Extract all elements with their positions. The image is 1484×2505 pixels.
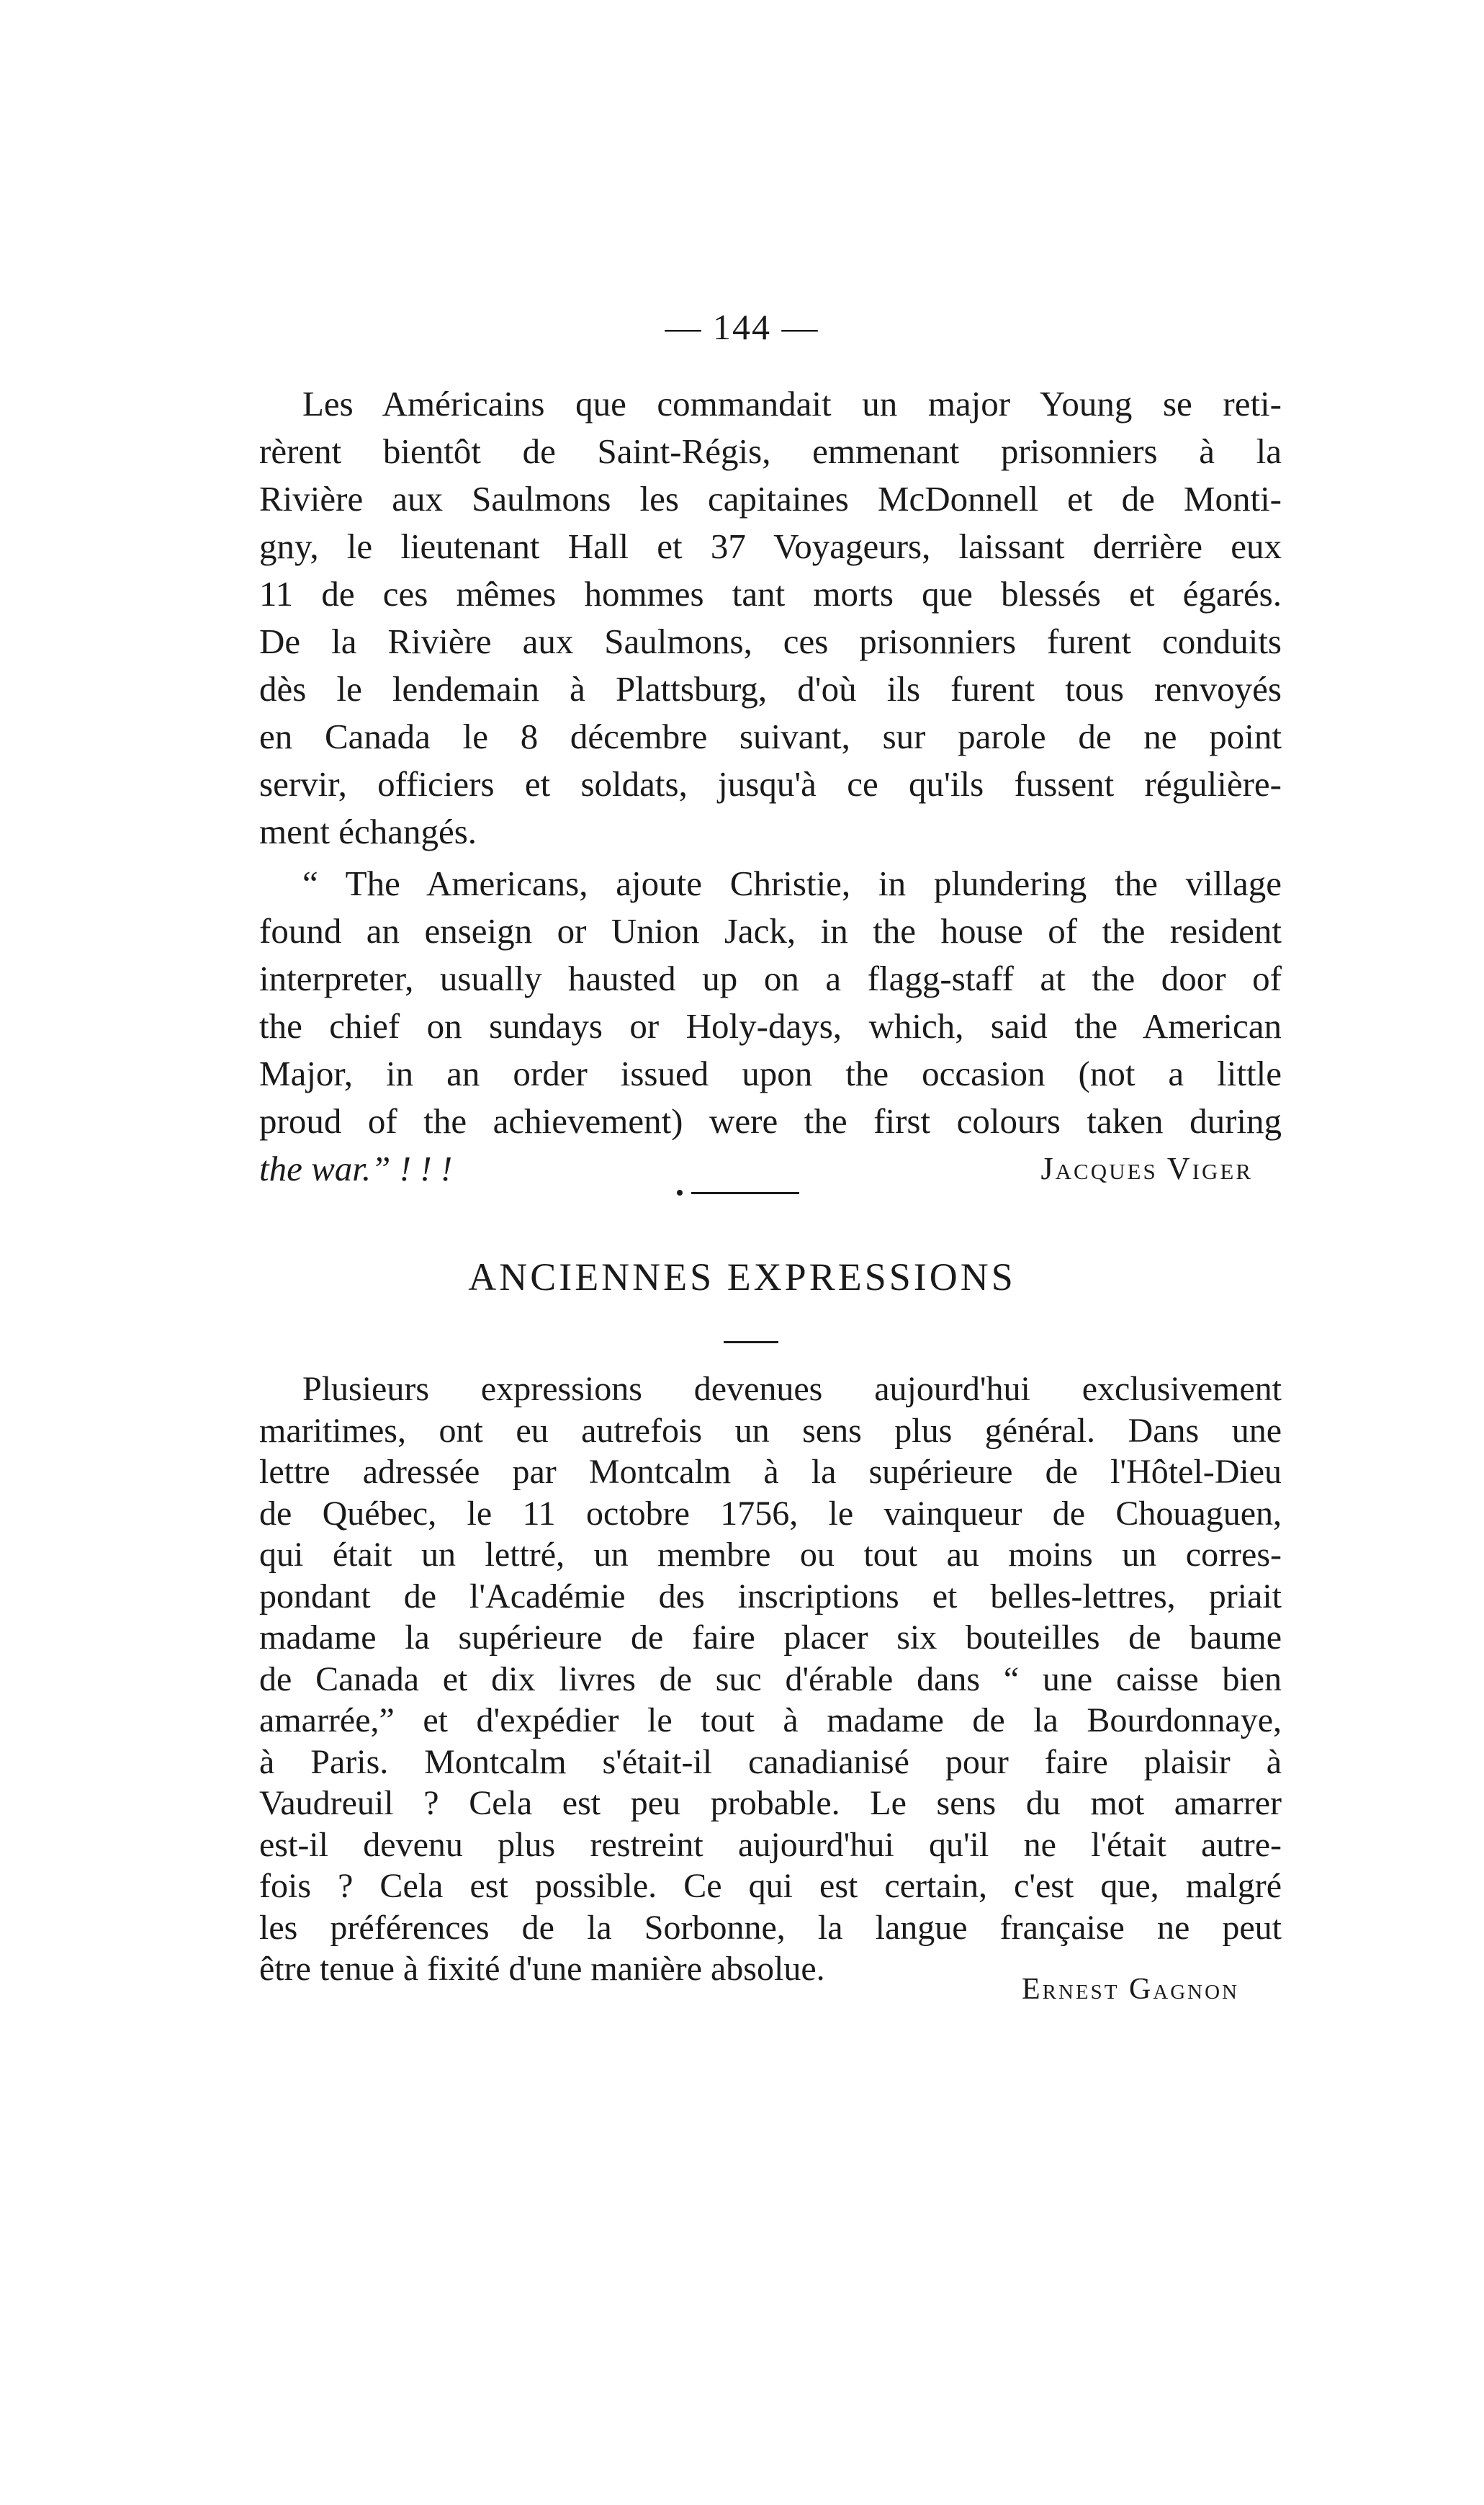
text-line: fois ? Cela est possible. Ce qui est certain, c'est que, malgré (259, 1867, 1282, 1905)
quote-tail: the war.” ! ! ! (259, 1149, 453, 1188)
signature-jacques-viger: Jacques Viger (1040, 1151, 1253, 1186)
text-line: amarrée,” et d'expédier le tout à madame de la Bourdonnaye, (259, 1701, 1282, 1739)
quote-line: “ The Americans, ajoute Christie, in plundering the village (302, 864, 1282, 903)
section-divider (691, 1192, 799, 1194)
article1-paragraph (259, 380, 1282, 856)
text-line: maritimes, ont eu autrefois un sens plus général. Dans une (259, 1411, 1282, 1450)
text-line: les préférences de la Sorbonne, la langue française ne peut (259, 1908, 1282, 1947)
text-line: 11 de ces mêmes hommes tant morts que blessés et égarés. (259, 574, 1282, 614)
text-line: Plusieurs expressions devenues aujourd'hui exclusivement (302, 1370, 1282, 1408)
text-line: Vaudreuil ? Cela est peu probable. Le sens du mot amarrer (259, 1784, 1282, 1822)
text-line: en Canada le 8 décembre suivant, sur parole de ne point (259, 717, 1282, 756)
text-line: être tenue à fixité d'une manière absolue. (259, 1950, 825, 1988)
text-line: gny, le lieutenant Hall et 37 Voyageurs, laissant derrière eux (259, 526, 1282, 566)
signature-ernest-gagnon: Ernest Gagnon (1021, 1973, 1239, 2006)
section-title: ANCIENNES EXPRESSIONS (468, 1255, 1016, 1299)
text-line: de Québec, le 11 octobre 1756, le vainqueur de Chouaguen, (259, 1494, 1282, 1533)
text-line: Rivière aux Saulmons les capitaines McDonnell et de Monti- (259, 479, 1282, 519)
quote-line: interpreter, usually hausted up on a flagg-staff at the door of (259, 959, 1282, 998)
text-line: servir, officiers et soldats, jusqu'à ce qu'ils fussent régulière- (259, 764, 1282, 804)
text-line: pondant de l'Académie des inscriptions et belles-lettres, priait (259, 1577, 1282, 1616)
text-line: est-il devenu plus restreint aujourd'hui qu'il ne l'était autre- (259, 1825, 1282, 1864)
page-number: — 144 — (665, 307, 819, 347)
article2-paragraph (259, 1368, 1282, 1990)
title-underline (724, 1341, 778, 1343)
text-line: De la Rivière aux Saulmons, ces prisonniers furent conduits (259, 622, 1282, 661)
quote-closing-row (259, 1145, 1282, 1193)
text-line: de Canada et dix livres de suc d'érable dans “ une caisse bien (259, 1659, 1282, 1698)
text-line: à Paris. Montcalm s'était-il canadianisé pour faire plaisir à (259, 1742, 1282, 1781)
text-line: lettre adressée par Montcalm à la supérieure de l'Hôtel-Dieu (259, 1453, 1282, 1491)
text-line: madame la supérieure de faire placer six bouteilles de baume (259, 1618, 1282, 1657)
text-line: qui était un lettré, un membre ou tout au moins un corres- (259, 1536, 1282, 1574)
quote-line: proud of the achievement) were the first colours taken during (259, 1101, 1282, 1141)
text-line: rèrent bientôt de Saint-Régis, emmenant prisonniers à la (259, 431, 1282, 471)
article1-quote (259, 860, 1282, 1145)
ink-dot (677, 1190, 683, 1196)
quote-line: found an enseign or Union Jack, in the house of the resident (259, 911, 1282, 951)
text-line: ment échangés. (259, 812, 477, 851)
quote-line: the chief on sundays or Holy-days, which, said the American (259, 1006, 1282, 1046)
text-line: Les Américains que commandait un major Young se reti- (302, 384, 1282, 424)
quote-line: Major, in an order issued upon the occasion (not a little (259, 1054, 1282, 1093)
text-line: dès le lendemain à Plattsburg, d'où ils furent tous renvoyés (259, 669, 1282, 709)
